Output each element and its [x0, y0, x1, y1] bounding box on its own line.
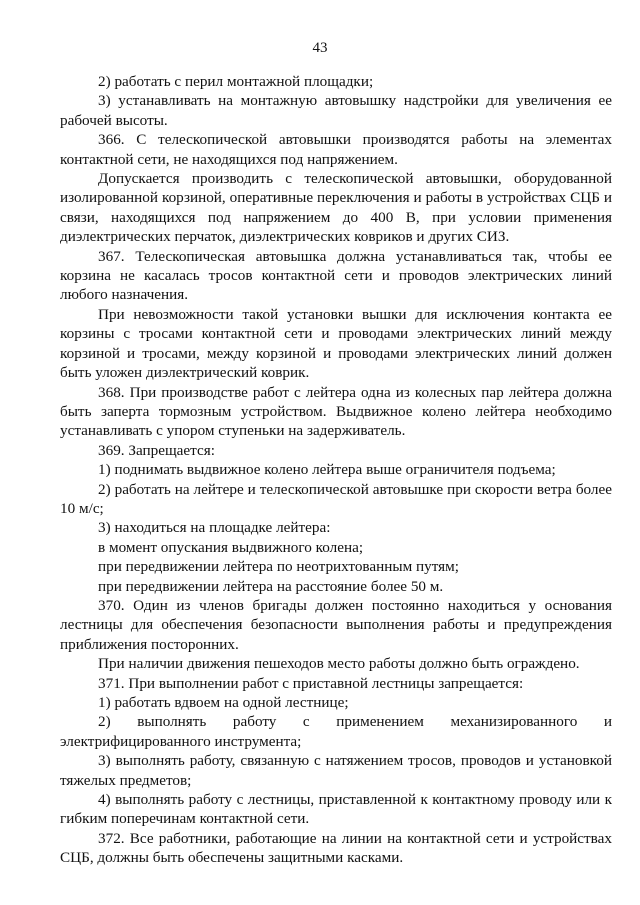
paragraph-item-2: 2) работать с перил монтажной площадки;	[98, 73, 374, 90]
paragraph-371-item-1: 1) работать вдвоем на одной лестнице;	[98, 694, 349, 711]
document-body	[60, 72, 612, 868]
paragraph-367-impossible: При невозможности такой установки вышки для исключения контакта ее корзины с тросами контактной сети и проводами электрических линий между корзиной и тросами, между корзиной и проводами электрических линий должен быть уложен диэлектрический коврик.	[60, 305, 612, 382]
paragraph-371-item-4: 4) выполнять работу с лестницы, приставленной к контактному проводу или к гибким поперечинам контактной сети.	[60, 791, 612, 828]
paragraph-369-item-3: 3) находиться на площадке лейтера:	[98, 519, 331, 537]
paragraph-368: 368. При производстве работ с лейтера одна из колесных пар лейтера должна быть заперта тормозным устройством. Выдвижное колено лейтера необходимо устанавливать с упором ступеньки на задерживатель.	[60, 383, 612, 440]
paragraph-369-subitem-a: в момент опускания выдвижного колена;	[98, 538, 364, 556]
paragraph-371-item-2: 2) выполнять работу с применением механизированного и электрифицированного инструмента;	[60, 713, 612, 750]
paragraph-369-item-1: 1) поднимать выдвижное колено лейтера выше ограничителя подъема;	[98, 461, 556, 479]
paragraph-371-item-3: 3) выполнять работу, связанную с натяжением тросов, проводов и установкой тяжелых предметов;	[60, 752, 612, 789]
paragraph-369-subitem-c: при передвижении лейтера на расстояние более 50 м.	[98, 577, 444, 595]
paragraph-370: 370. Один из членов бригады должен постоянно находиться у основания лестницы для обеспечения безопасности выполнения работы и предупреждения приближения посторонних.	[60, 596, 612, 653]
page-number: 43	[312, 40, 328, 56]
paragraph-369-item-2: 2) работать на лейтере и телескопической автовышке при скорости ветра более 10 м/с;	[60, 480, 612, 517]
paragraph-370-pedestrians: При наличии движения пешеходов место работы должно быть ограждено.	[98, 655, 580, 673]
paragraph-367: 367. Телескопическая автовышка должна устанавливаться так, чтобы ее корзина не касалась тросов контактной сети и проводов электрических линий любого назначения.	[60, 247, 612, 304]
paragraph-372: 372. Все работники, работающие на линии на контактной сети и устройствах СЦБ, должны быть обеспечены защитными касками.	[60, 829, 612, 867]
paragraph-366-allowed: Допускается производить с телескопической автовышки, оборудованной изолированной корзиной, оперативные переключения и работы в устройствах СЦБ и связи, находящихся под напряжением до 400 В, при условии применения диэлектрических перчаток, диэлектрических ковриков и других СИЗ.	[60, 170, 612, 246]
paragraph-371: 371. При выполнении работ с приставной лестницы запрещается:	[98, 674, 524, 692]
paragraph-item-3: 3) устанавливать на монтажную автовышку надстройки для увеличения ее рабочей высоты.	[60, 92, 612, 129]
paragraph-366: 366. С телескопической автовышки производятся работы на элементах контактной сети, не находящихся под напряжением.	[60, 131, 612, 168]
paragraph-369: 369. Запрещается:	[98, 441, 215, 459]
paragraph-369-subitem-b: при передвижении лейтера по неотрихтованным путям;	[98, 558, 459, 576]
